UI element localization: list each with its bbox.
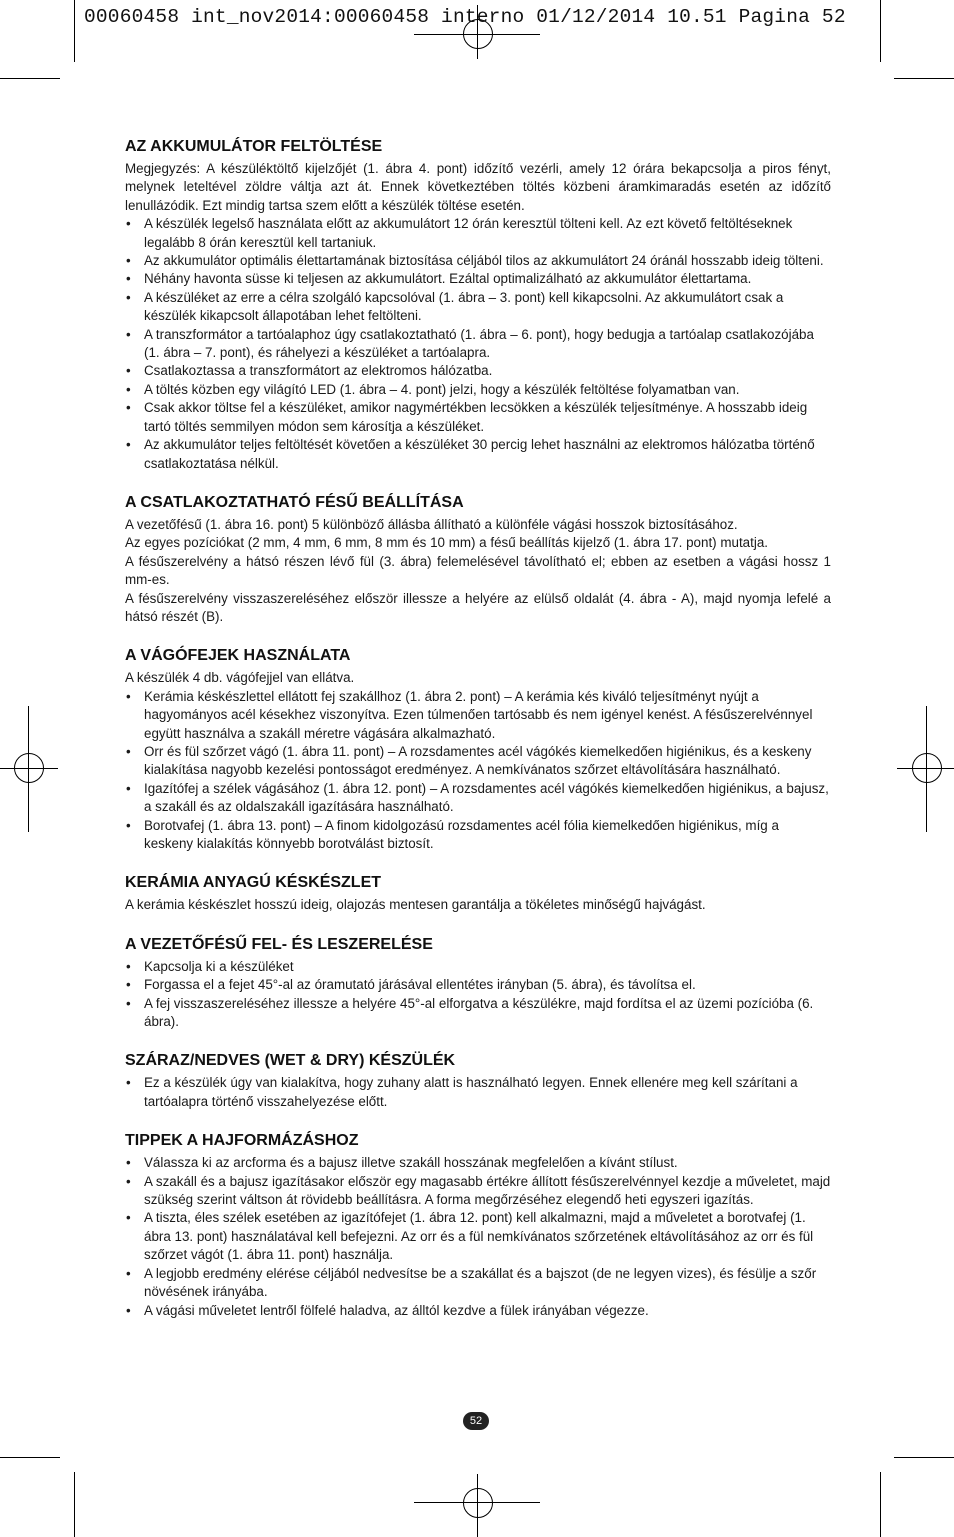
bullet-icon: • — [126, 995, 131, 1011]
page-number-badge: 52 — [463, 1412, 489, 1430]
paragraph: A fésűszerelvény visszaszereléséhez először illessze a helyére az elülső oldalát (4. ábra - A), majd nyomja lefelé a hátsó részét (B). — [125, 590, 831, 624]
list-item — [125, 1209, 831, 1264]
list-item-text: A fej visszaszereléséhez illessze a helyére 45°-al elforgatva a készülékre, majd fordítsa el az üzemi pozícióba (6. ábra). — [144, 995, 814, 1030]
list-item-text: Borotvafej (1. ábra 13. pont) – A finom kidolgozású rozsdamentes acél fólia kiemelkedően higiénikus, míg a keskeny kialakítás könnyebb borotválást biztosít. — [144, 817, 779, 851]
crop-mark-bottom-right-h — [894, 1457, 954, 1458]
bullet-icon: • — [126, 977, 131, 993]
section-spacer — [125, 915, 831, 935]
list-item-text: A transzformátor a tartóalaphoz úgy csatlakoztatható (1. ábra – 6. pont), hogy bedugja a tartóalap csatlakozójába (1. ábra – 7. pont), és ráhelyezi a készüléket a tartóalapra. — [144, 326, 814, 361]
crop-mark-top-right-v — [880, 0, 881, 62]
list-item-text: Orr és fül szőrzet vágó (1. ábra 11. pont) – A rozsdamentes acél vágókés kiemelkedően higiénikus, és a keskeny kialakítása nagyobb kezelési pontosságot eredményez. A nemkívánatos szőrzet eltávolítására használható. — [144, 743, 812, 778]
section-heading: A CSATLAKOZTATHATÓ FÉSŰ BEÁLLÍTÁSA — [125, 493, 464, 511]
section-spacer — [125, 853, 831, 873]
list-item — [125, 688, 831, 743]
list-item-text: Kapcsolja ki a készüléket — [144, 958, 294, 974]
crop-mark-top-left-v — [74, 0, 75, 62]
list-item-text: Néhány havonta süsse ki teljesen az akkumulátort. Ezáltal optimalizálható az akkumulátor élettartama. — [144, 271, 752, 287]
bullet-icon: • — [126, 688, 131, 704]
list-item — [125, 1302, 831, 1320]
section-heading: A VEZETŐFÉSŰ FEL- ÉS LESZERELÉSE — [125, 935, 433, 953]
list-item-text: A tiszta, éles szélek esetében az igazítófejet (1. ábra 12. pont) kell alkalmazni, majd a műveletet a borotvafej (1. ábra 13. pont) használatával kell befejezni. Az orr és a fül nemkívánatos szőrzetének eltávolításához az orr és fül szőrzet vágót (1. ábra 11. pont) használja. — [144, 1210, 814, 1263]
bullet-icon: • — [126, 400, 131, 416]
section-heading: TIPPEK A HAJFORMÁZÁSHOZ — [125, 1132, 359, 1150]
list-item-text: A töltés közben egy világító LED (1. ábra – 4. pont) jelzi, hogy a készülék feltöltése folyamatban van. — [144, 381, 740, 397]
list-item-text: A szakáll és a bajusz igazításakor először egy magasabb értékre állított fésűszerelvénnyel kezdje a műveletet, majd szükség szerint váltson át rövidebb beállításra. A forma megőrzéséhez elegendő heti egyszeri igazítás. — [144, 1173, 831, 1208]
section-spacer — [125, 1111, 831, 1131]
crop-mark-top-left-h — [0, 78, 60, 79]
list-item — [125, 326, 831, 363]
bullet-icon: • — [126, 216, 131, 232]
bullet-icon: • — [126, 253, 131, 269]
list-item — [125, 1173, 831, 1210]
paragraph: Megjegyzés: A készüléktöltő kijelzőjét (1. ábra 4. pont) időzítő vezérli, amely 12 órára bekapcsolja a piros fényt, melynek leteltével zöldre váltja azt át. Ennek következtében töltés közbeni áramkimaradás esetén az időzítő lenullázódik. Ezt mindig tartsa szem előtt a készülék töltése esetén. — [125, 161, 831, 213]
section — [125, 935, 831, 1032]
bullet-icon: • — [126, 1155, 131, 1171]
bullet-icon: • — [126, 743, 131, 759]
list-item-text: Az akkumulátor optimális élettartamának biztosítása céljából tilos az akkumulátort 24 óránál hosszabb ideig tölteni. — [144, 253, 824, 269]
list-item — [125, 817, 831, 854]
list-item — [125, 1154, 831, 1172]
paragraph: A fésűszerelvény a hátsó részen lévő fül (3. ábra) felemelésével távolítható el; ebben az esetben a vágási hossz 1 mm-es. — [125, 553, 831, 588]
list-item-text: Csak akkor töltse fel a készüléket, amikor nagymértékben lecsökken a készülék teljesítménye. A hosszabb ideig tartó töltés semmilyen módon sem károsítja a készüléket. — [144, 400, 808, 434]
list-item-text: Igazítófej a szélek vágásához (1. ábra 12. pont) – A rozsdamentes acél vágókés kiemelkedően higiénikus, a bajusz, a szakáll és az oldalszakáll igazítására használható. — [144, 780, 829, 815]
bullet-list — [125, 688, 831, 854]
list-item-text: A készüléket az erre a célra szolgáló kapcsolóval (1. ábra – 3. pont) kell kikapcsolni. Az akkumulátort csak a készülék kikapcsolt állapotában lehet feltölteni. — [144, 289, 784, 324]
paragraph: A kerámia késkészlet hosszú ideig, olajozás mentesen garantálja a tökéletes minőségű hajvágást. — [125, 897, 706, 913]
paragraph: A vezetőfésű (1. ábra 16. pont) 5 különböző állásba állítható a különféle vágási hosszok biztosításához. — [125, 516, 738, 532]
bullet-icon: • — [126, 437, 131, 453]
list-item-text: A legjobb eredmény elérése céljából nedvesítse be a szakállat és a bajszot (de ne legyen vizes), és fésülje a szőr növésének irányába. — [144, 1265, 817, 1300]
registration-left-circle — [14, 753, 44, 783]
list-item — [125, 381, 831, 399]
section — [125, 137, 831, 473]
bullet-icon: • — [126, 1173, 131, 1189]
list-item-text: Az akkumulátor teljes feltöltését követően a készüléket 30 percig lehet használni az elektromos hálózatba történő csatlakoztatása nélkül. — [144, 437, 815, 471]
section-spacer — [125, 1031, 831, 1051]
list-item — [125, 436, 831, 473]
list-item — [125, 362, 831, 380]
bullet-icon: • — [126, 289, 131, 305]
bullet-icon: • — [126, 1210, 131, 1226]
bullet-icon: • — [126, 1075, 131, 1091]
section-heading: KERÁMIA ANYAGÚ KÉSKÉSZLET — [125, 874, 382, 892]
bullet-list — [125, 958, 831, 1032]
print-slug-header: 00060458 int_nov2014:00060458 interno 01/12/2014 10.51 Pagina 52 — [84, 6, 846, 28]
section-heading: SZÁRAZ/NEDVES (WET & DRY) KÉSZÜLÉK — [125, 1052, 456, 1070]
section-heading: AZ AKKUMULÁTOR FELTÖLTÉSE — [125, 138, 383, 155]
list-item — [125, 976, 831, 994]
page-content — [125, 137, 831, 1320]
section — [125, 1051, 831, 1111]
bullet-icon: • — [126, 958, 131, 974]
list-item-text: Válassza ki az arcforma és a bajusz illetve szakáll hosszának megfelelően a kívánt stílust. — [144, 1155, 678, 1171]
registration-bottom-circle — [463, 1488, 493, 1518]
list-item-text: Ez a készülék úgy van kialakítva, hogy zuhany alatt is használható legyen. Ennek ellenére meg kell szárítani a tartóalapra történő visszahelyezése előtt. — [144, 1075, 798, 1109]
section-heading: A VÁGÓFEJEK HASZNÁLATA — [125, 647, 351, 665]
registration-right-circle — [912, 753, 942, 783]
list-item — [125, 1074, 831, 1111]
list-item — [125, 1265, 831, 1302]
section — [125, 646, 831, 853]
section — [125, 1131, 831, 1320]
bullet-list — [125, 1074, 831, 1111]
list-item — [125, 215, 831, 252]
paragraph: A készülék 4 db. vágófejjel van ellátva. — [125, 670, 355, 686]
crop-mark-bottom-left-h — [0, 1457, 60, 1458]
bullet-list — [125, 215, 831, 473]
list-item-text: Csatlakoztassa a transzformátort az elektromos hálózatba. — [144, 363, 493, 379]
bullet-icon: • — [126, 271, 131, 287]
paragraph: Az egyes pozíciókat (2 mm, 4 mm, 6 mm, 8 mm és 10 mm) a fésű beállítás kijelző (1. ábra 17. pont) mutatja. — [125, 535, 768, 551]
bullet-icon: • — [126, 381, 131, 397]
list-item-text: Forgassa el a fejet 45°-al az óramutató járásával ellentétes irányban (5. ábra), és távolítsa el. — [144, 977, 696, 993]
bullet-icon: • — [126, 363, 131, 379]
list-item — [125, 252, 831, 270]
bullet-icon: • — [126, 326, 131, 342]
bullet-icon: • — [126, 1302, 131, 1318]
list-item — [125, 270, 831, 288]
list-item — [125, 289, 831, 326]
section — [125, 493, 831, 626]
bullet-list — [125, 1154, 831, 1320]
section — [125, 873, 831, 914]
bullet-icon: • — [126, 817, 131, 833]
list-item — [125, 780, 831, 817]
list-item — [125, 399, 831, 436]
list-item-text: A készülék legelső használata előtt az akkumulátort 12 órán keresztül tölteni kell. Az ezt követő feltöltéseknek legalább 8 órán keresztül kell tartaniuk. — [144, 216, 793, 250]
list-item-text: Kerámia késkészlettel ellátott fej szakállhoz (1. ábra 2. pont) – A kerámia kés kiváló teljesítményt nyújt a hagyományos acél késekhez viszonyítva. Ezen túlmenően tartósabb és nem igényel kenést. A fésűszerelvénnyel együtt használva a szakáll méretre vágására alkalmazható. — [144, 688, 813, 741]
section-spacer — [125, 626, 831, 646]
section-spacer — [125, 473, 831, 493]
crop-mark-bottom-left-v — [74, 1472, 75, 1537]
list-item — [125, 995, 831, 1032]
crop-mark-top-right-h — [894, 78, 954, 79]
list-item — [125, 743, 831, 780]
list-item — [125, 958, 831, 976]
crop-mark-bottom-right-v — [880, 1472, 881, 1537]
bullet-icon: • — [126, 780, 131, 796]
bullet-icon: • — [126, 1265, 131, 1281]
list-item-text: A vágási műveletet lentről fölfelé haladva, az álltól kezdve a fülek irányában végezze. — [144, 1302, 649, 1318]
